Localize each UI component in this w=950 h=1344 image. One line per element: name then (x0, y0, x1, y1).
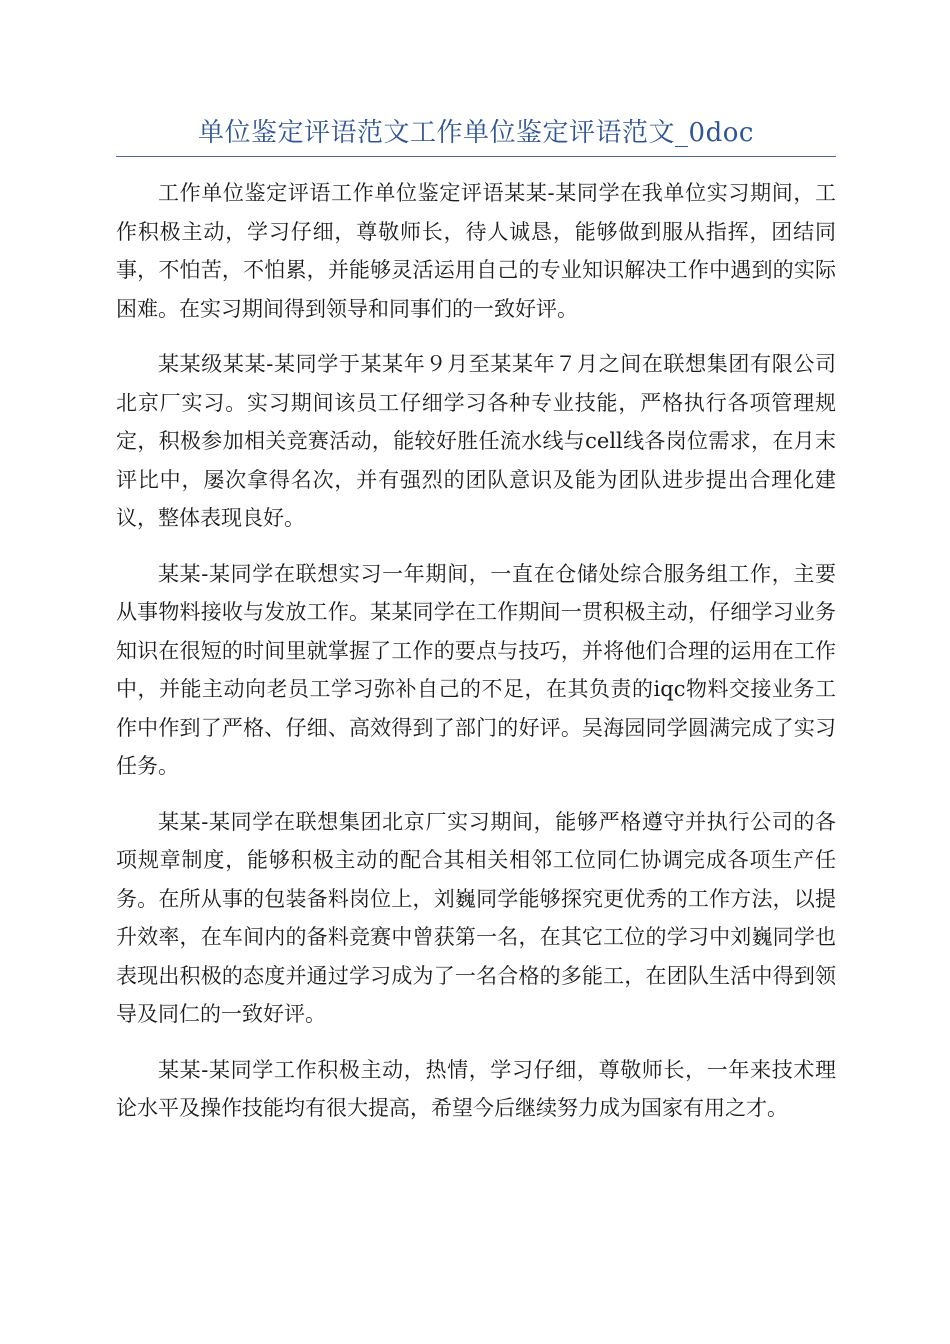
paragraph: 某某-某同学在联想实习一年期间，一直在仓储处综合服务组工作，主要从事物料接收与发放工作。某某同学在工作期间一贯积极主动，仔细学习业务知识在很短的时间里就掌握了工作的要点与技巧，并将他们合理的运用在工作中，并能主动向老员工学习弥补自己的不足，在其负责的iqc物料交接业务工作中作到了严格、仔细、高效得到了部门的好评。吴海园同学圆满完成了实习任务。 (116, 561, 836, 778)
paragraph: 某某-某同学工作积极主动，热情，学习仔细，尊敬师长，一年来技术理论水平及操作技能均有很大提高，希望今后继续努力成为国家有用之才。 (116, 1057, 836, 1120)
document-title: 单位鉴定评语范文工作单位鉴定评语范文_0doc (198, 118, 754, 148)
paragraph: 工作单位鉴定评语工作单位鉴定评语某某-某同学在我单位实习期间，工作积极主动，学习仔细，尊敬师长，待人诚恳，能够做到服从指挥，团结同事，不怕苦，不怕累，并能够灵活运用自己的专业知识解决工作中遇到的实际困难。在实习期间得到领导和同事们的一致好评。 (116, 181, 836, 321)
paragraph: 某某-某同学在联想集团北京厂实习期间，能够严格遵守并执行公司的各项规章制度，能够积极主动的配合其相关相邻工位同仁协调完成各项生产任务。在所从事的包装备料岗位上，刘巍同学能够探究更优秀的工作方法，以提升效率，在车间内的备料竞赛中曾获第一名，在其它工位的学习中刘巍同学也表现出积极的态度并通过学习成为了一名合格的多能工，在团队生活中得到领导及同仁的一致好评。 (116, 809, 836, 1026)
document-body (116, 174, 836, 1145)
title-block (116, 110, 836, 157)
paragraph: 某某级某某-某同学于某某年９月至某某年７月之间在联想集团有限公司北京厂实习。实习期间该员工仔细学习各种专业技能，严格执行各项管理规定，积极参加相关竞赛活动，能较好胜任流水线与cell线各岗位需求，在月末评比中，屡次拿得名次，并有强烈的团队意识及能为团队进步提出合理化建议，整体表现良好。 (116, 352, 836, 530)
